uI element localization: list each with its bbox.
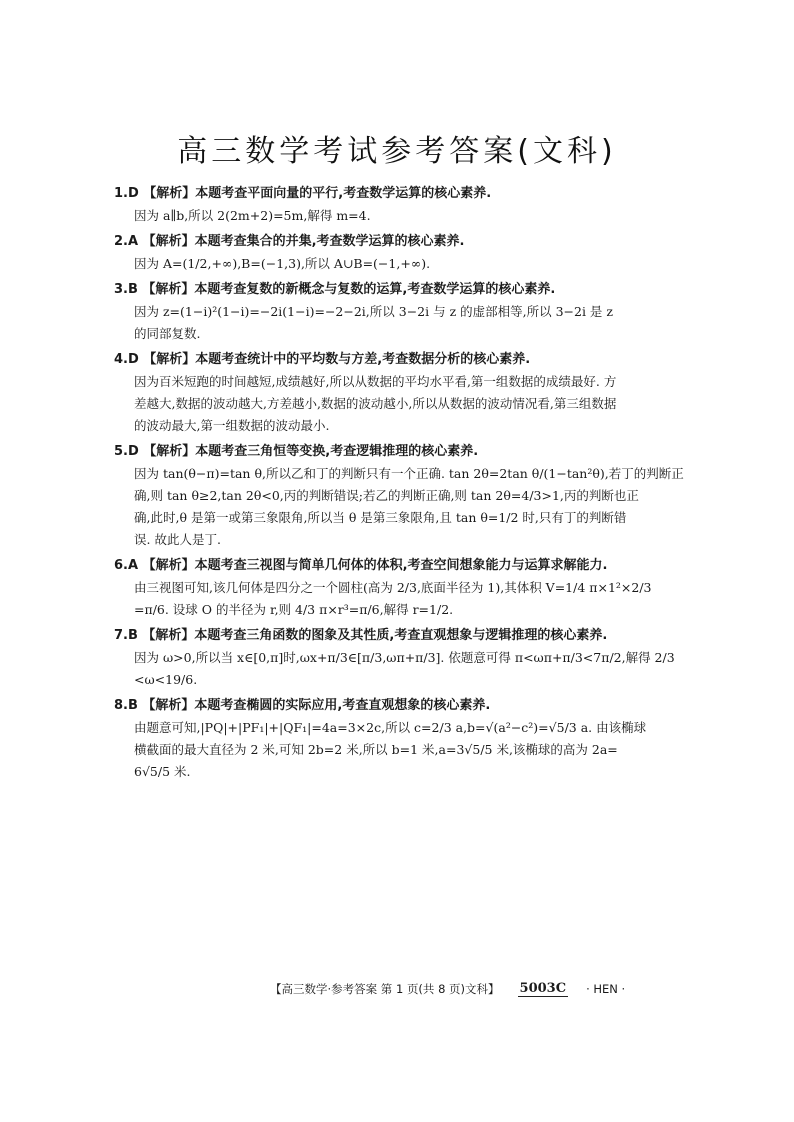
answer-line: 6√5/5 米. <box>134 764 191 779</box>
answer-item-3 <box>114 279 684 345</box>
answer-line: 因为百米短跑的时间越短,成绩越好,所以从数据的平均水平看,第一组数据的成绩最好. 方 <box>134 374 617 389</box>
answer-line: 差越大,数据的波动越大,方差越小,数据的波动越小,所以从数据的波动情况看,第三组数据 <box>134 396 617 411</box>
answer-item-8 <box>114 695 684 783</box>
answer-line: 因为 A=(1/2,+∞),B=(−1,3),所以 A∪B=(−1,+∞). <box>134 256 431 271</box>
answer-line: 的同部复数. <box>134 326 201 341</box>
answer-heading: 3.B 【解析】本题考查复数的新概念与复数的运算,考查数学运算的核心素养. <box>114 282 556 297</box>
answer-line: 由题意可知,|PQ|+|PF₁|+|QF₁|=4a=3×2c,所以 c=2/3 a,b=√(a²−c²)=√5/3 a. 由该椭球 <box>134 720 647 735</box>
answer-item-6 <box>114 555 684 621</box>
answer-item-1 <box>114 183 684 227</box>
answer-heading: 2.A 【解析】本题考查集合的并集,考查数学运算的核心素养. <box>114 234 465 249</box>
paper-code: 5003C <box>519 981 567 996</box>
answer-line: 因为 tan(θ−π)=tan θ,所以乙和丁的判断只有一个正确. tan 2θ=2tan θ/(1−tan²θ),若丁的判断正 <box>134 466 684 481</box>
answer-heading: 8.B 【解析】本题考查椭圆的实际应用,考查直观想象的核心素养. <box>114 698 491 713</box>
footer-tag: · HEN · <box>586 982 626 996</box>
answer-line: 横截面的最大直径为 2 米,可知 2b=2 米,所以 b=1 米,a=3√5/5 米,该椭球的高为 2a= <box>134 742 618 757</box>
answer-line: 因为 a∥b,所以 2(2m+2)=5m,解得 m=4. <box>134 208 371 223</box>
answer-item-2 <box>114 231 684 275</box>
answer-line: 的波动最大,第一组数据的波动最小. <box>134 418 330 433</box>
answer-line: 确,此时,θ 是第一或第三象限角,所以当 θ 是第三象限角,且 tan θ=1/2 时,只有丁的判断错 <box>134 510 627 525</box>
answer-line: 因为 z=(1−i)²(1−i)=−2i(1−i)=−2−2i,所以 3−2i 与 z 的虚部相等,所以 3−2i 是 z <box>134 304 613 319</box>
answer-heading: 7.B 【解析】本题考查三角函数的图象及其性质,考查直观想象与逻辑推理的核心素养. <box>114 628 608 643</box>
answer-line: 误. 故此人是丁. <box>134 532 221 547</box>
answer-list <box>114 183 684 787</box>
answer-line: =π/6. 设球 O 的半径为 r,则 4/3 π×r³=π/6,解得 r=1/2. <box>134 602 454 617</box>
answer-line: 因为 ω>0,所以当 x∈[0,π]时,ωx+π/3∈[π/3,ωπ+π/3]. 依题意可得 π<ωπ+π/3<7π/2,解得 2/3 <box>134 650 675 665</box>
answer-line: <ω<19/6. <box>134 672 198 687</box>
page-title: 高三数学考试参考答案(文科) <box>177 134 617 169</box>
answer-item-5 <box>114 441 684 551</box>
answer-item-4 <box>114 349 684 437</box>
answer-heading: 4.D 【解析】本题考查统计中的平均数与方差,考查数据分析的核心素养. <box>114 352 531 367</box>
page-footer <box>270 981 750 997</box>
footer-text: 【高三数学·参考答案 第 1 页(共 8 页)文科】 <box>270 982 500 996</box>
answer-heading: 5.D 【解析】本题考查三角恒等变换,考查逻辑推理的核心素养. <box>114 444 479 459</box>
answer-line: 由三视图可知,该几何体是四分之一个圆柱(高为 2/3,底面半径为 1),其体积 V=1/4 π×1²×2/3 <box>134 580 652 595</box>
answer-heading: 6.A 【解析】本题考查三视图与简单几何体的体积,考查空间想象能力与运算求解能力. <box>114 558 608 573</box>
answer-heading: 1.D 【解析】本题考查平面向量的平行,考查数学运算的核心素养. <box>114 186 492 201</box>
answer-line: 确,则 tan θ≥2,tan 2θ<0,丙的判断错误;若乙的判断正确,则 tan 2θ=4/3>1,丙的判断也正 <box>134 488 639 503</box>
answer-item-7 <box>114 625 684 691</box>
